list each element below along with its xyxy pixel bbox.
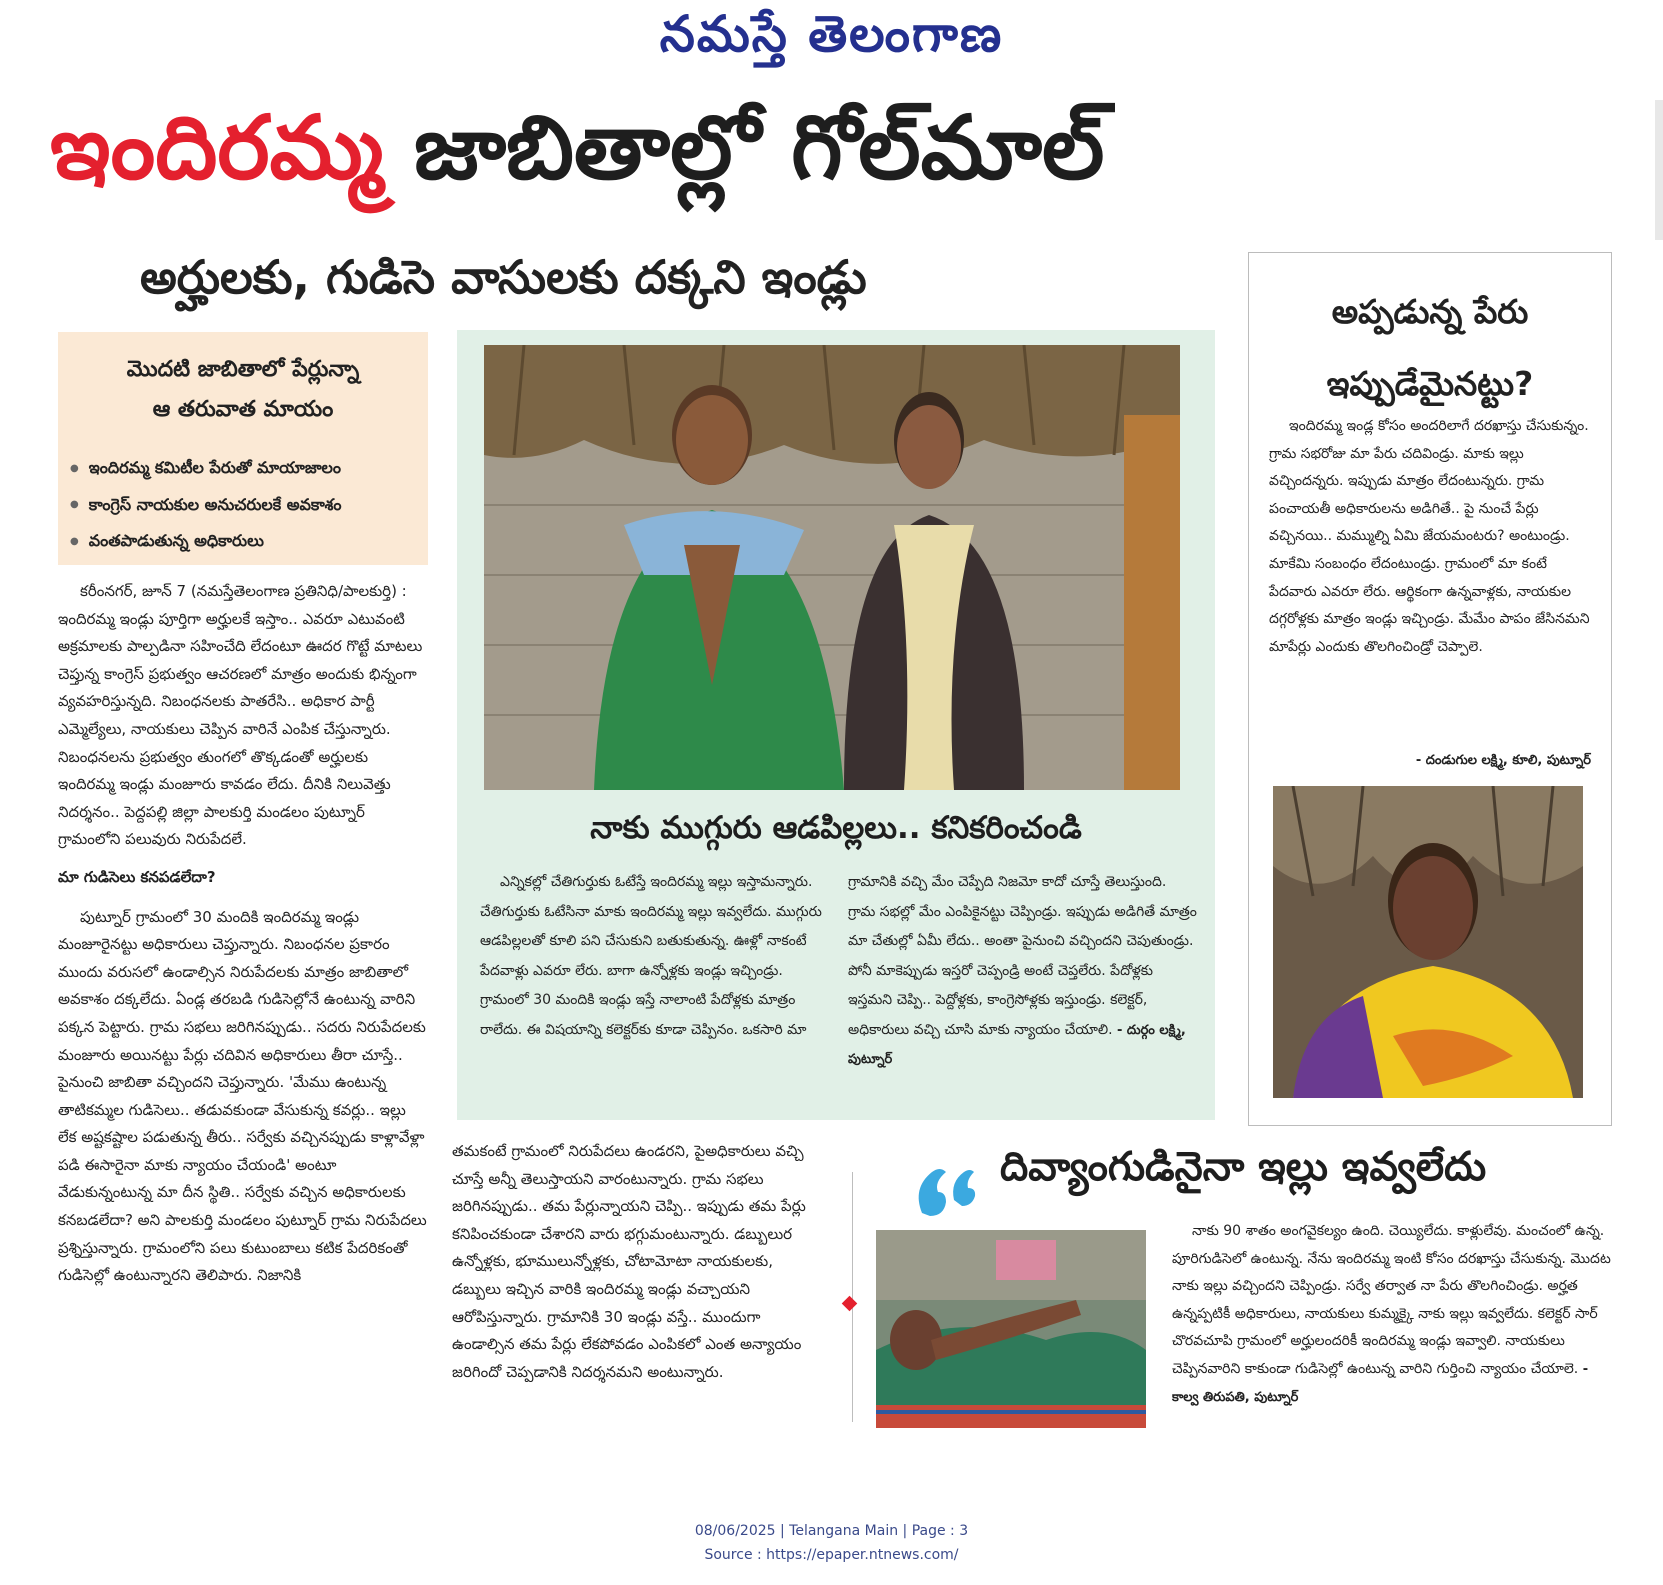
sidebar-byline: - దండుగుల లక్ష్మి, కూలి, పుట్నూర్ (1415, 753, 1591, 768)
subheadline: అర్హులకు, గుడిసె వాసులకు దక్కని ఇండ్లు (140, 250, 867, 304)
photo-woman (1273, 786, 1583, 1098)
highlights-list (70, 450, 342, 560)
center-story-right-column (848, 868, 1198, 1075)
headline-part1: ఇందిరమ్మ (50, 96, 384, 199)
diamond-marker (842, 1296, 858, 1312)
main-story-subheading: మా గుడిసెలు కనపడలేదా? (58, 867, 216, 886)
disabled-story-body: నాకు 90 శాతం అంగవైకల్యం ఉంది. చెయ్యిలేదు. కాళ్లులేవు. మంచంలో ఉన్న. పూరిగుడిసెలో ఉంటున్న. నేను ఇందిరమ్మ ఇంటి కోసం దరఖాస్తు చేసుకున్న. మొదట నాకు ఇల్లు వచ్చిందని చెప్పిండ్రు. సర్వే తర్వాత నా పేరు తొలగించిండ్రు. అర్హత ఉన్నప్పటికీ అధికారులు, నాయకులు కుమ్మక్కై నాకు ఇల్లు ఇవ్వలేదు. కలెక్టర్ సార్ చొరవచూపి గ్రామంలో అర్హులందరికీ ఇందిరమ్మ ఇండ్లు ఇవ్వాలి. నాయకులు చెప్పినవారిని కాకుండా గుడిసెల్లో ఉంటున్న వారిని గుర్తించి న్యాయం చేయాలె. (1172, 1223, 1611, 1377)
highlight-item: ● కాంగ్రెస్ నాయకుల అనుచరులకే అవకాశం (70, 487, 342, 524)
highlights-box (58, 332, 428, 565)
column-divider (852, 1172, 853, 1422)
page-footer (0, 1519, 1663, 1567)
center-story-paragraph (848, 868, 1198, 1075)
footer-source-line: Source : https://epaper.ntnews.com/ (704, 1547, 959, 1563)
center-story-byline: - దుర్గం లక్ష్మి, పుట్నూర్ (848, 1022, 1186, 1067)
highlights-title (58, 350, 428, 430)
photo-two-women-image (484, 345, 1180, 790)
main-story-column-1 (58, 578, 428, 1290)
highlights-title-line2: ఆ తరువాత మాయం (152, 397, 334, 422)
highlight-item: ● ఇందిరమ్మ కమిటీల పేరుతో మాయాజాలం (70, 450, 342, 487)
main-story-paragraph: పుట్నూర్ గ్రామంలో 30 మందికి ఇందిరమ్మ ఇండ్లు మంజూరైనట్టు అధికారులు చెప్తున్నారు. నిబంధనల ప్రకారం ముందు వరుసలో ఉండాల్సిన నిరుపేదలకు మాత్రం జాబితాలో అవకాశం దక్కలేదు. ఏండ్ల తరబడి గుడిసెల్లోనే ఉంటున్న వారిని పక్కన పెట్టారు. గ్రామ సభలు జరిగినప్పుడు.. సదరు నిరుపేదలకు మంజూరు అయినట్టు పేర్లు చదివిన అధికారులు తీరా చూస్తే.. పైనుంచి జాబితా వచ్చిందని చెప్తున్నారు. 'మేము ఉంటున్న తాటికమ్మల గుడిసెలు.. తడువకుండా వేసుకున్న కవర్లు.. ఇల్లు లేక అష్టకష్టాల పడుతున్న తీరు.. సర్వేకు వచ్చినప్పుడు కాళ్లావేళ్లా పడి ఈసారైనా మాకు న్యాయం చేయండి' అంటూ వేడుకున్నంటున్న మా దీన స్థితి.. సర్వేకు వచ్చిన అధికారులకు కనబడలేదా? అని పాలకుర్తి మండలం పుట్నూర్ గ్రామ నిరుపేదలు ప్రశ్నిస్తున్నారు. గ్రామంలోని పలు కుటుంబాలు కటిక పేదరికంతో గుడిసెల్లో ఉంటున్నారని తెలిపారు. నిజానికి (58, 907, 427, 1285)
sidebar-title (1249, 276, 1611, 420)
disabled-story-text (1172, 1218, 1618, 1411)
photo-woman-image (1273, 786, 1583, 1098)
quote-icon-glyph (912, 1158, 982, 1218)
footer-date-line: 08/06/2025 | Telangana Main | Page : 3 (694, 1523, 969, 1539)
quote-icon (912, 1158, 982, 1218)
masthead-logo: నమస్తే తెలంగాణ (659, 4, 1004, 63)
center-story-paragraph: ఎన్నికల్లో చేతిగుర్తుకు ఓటేస్తే ఇందిరమ్మ ఇల్లు ఇస్తామన్నారు. చేతిగుర్తుకు ఓటేసినా మాకు ఇందిరమ్మ ఇల్లు ఇవ్వలేదు. ముగ్గురు ఆడపిల్లలతో కూలి పని చేసుకుని బతుకుతున్న. ఊళ్లో నాకంటే పేదవాళ్లు ఎవరూ లేరు. బాగా ఉన్నోళ్లకు ఇండ్లు ఇచ్చిండ్రు. గ్రామంలో 30 మందికి ఇండ్లు ఇస్తే నాలాంటి పేదోళ్లకు మాత్రం రాలేదు. ఈ విషయాన్ని కలెక్టర్‌కు కూడా చెప్పినం. ఒకసారి మా (480, 874, 822, 1038)
highlight-item: ● వంతపాడుతున్న అధికారులు (70, 523, 342, 560)
highlights-title-line1: మొదటి జాబితాలో పేర్లున్నా (126, 357, 360, 382)
main-story-column-2 (452, 1138, 822, 1386)
center-story-left-column (480, 868, 830, 1045)
sidebar-title-line1: అప్పడున్న పేరు (1331, 292, 1529, 331)
headline (50, 96, 1610, 199)
disabled-story-paragraph (1172, 1218, 1618, 1411)
sidebar-title-line2: ఇప్పుడేమైనట్టు? (1326, 364, 1534, 403)
sidebar-box (1248, 252, 1612, 1126)
main-story-paragraph: కరీంనగర్, జూన్ 7 (నమస్తేతెలంగాణ ప్రతినిధి/పాలకుర్తి) : ఇందిరమ్మ ఇండ్లు పూర్తిగా అర్హులకే ఇస్తాం.. ఎవరూ ఎటువంటి అక్రమాలకు పాల్పడినా సహించేది లేదంటూ ఊదర గొట్టే మాటలు చెప్తున్న కాంగ్రెస్ ప్రభుత్వం ఆచరణలో మాత్రం అందుకు భిన్నంగా వ్యవహరిస్తున్నది. నిబంధనలకు పాతరేసి.. అధికార పార్టీ ఎమ్మెల్యేలు, నాయకులు చెప్పిన వారినే ఎంపిక చేస్తున్నారు. నిబంధనలను ప్రభుత్వం తుంగలో తొక్కడంతో అర్హులకు ఇందిరమ్మ ఇండ్లు మంజూరు కావడం లేదు. దీనికి నిలువెత్తు నిదర్శనం.. పెద్దపల్లి జిల్లా పాలకుర్తి మండలం పుట్నూర్ గ్రామంలోని పలువురు నిరుపేదలే. (58, 582, 423, 849)
page-edge-strip (1655, 100, 1663, 240)
disabled-story-headline: దివ్యాంగుడినైనా ఇల్లు ఇవ్వలేదు (1000, 1144, 1487, 1190)
sidebar-text (1269, 413, 1591, 661)
main-story-paragraph: తమకంటే గ్రామంలో నిరుపేదలు ఉండరని, పైఅధికారులు వచ్చి చూస్తే అన్నీ తెలుస్తాయని వారంటున్నారు. గ్రామ సభలు జరిగినప్పుడు.. తమ పేర్లున్నాయని చెప్పి.. ఇప్పుడు తమ పేర్లు కనిపించకుండా చేశారని వారు భగ్గుమంటున్నారు. డబ్బులుర ఉన్నోళ్లకు, భూములున్నోళ్లకు, చోటామోటా నాయకులకు, డబ్బులు ఇచ్చిన వారికి ఇందిరమ్మ ఇండ్లు వచ్చాయని ఆరోపిస్తున్నారు. గ్రామానికి 30 ఇండ్లు వస్తే.. ముందుగా ఉండాల్సిన తమ పేర్లు లేకపోవడం ఎంపికలో ఎంత అన్యాయం జరిగిందో చెప్పడానికి నిదర్శనమని అంటున్నారు. (452, 1142, 806, 1381)
center-story-text: గ్రామానికి వచ్చి మేం చెప్పేది నిజమో కాదో చూస్తే తెలుస్తుంది. గ్రామ సభల్లో మేం ఎంపికైనట్టు చెప్పిండ్రు. ఇప్పుడు అడిగితే మాత్రం మా చేతుల్లో ఏమీ లేదు.. అంతా పైనుంచి వచ్చిందని చెపుతుండ్రు. పోనీ మాకెప్పుడు ఇస్తరో చెప్పండ్రి అంటే చెప్తలేరు. పేదోళ్లకు ఇస్తమని చెప్పి.. పెద్దోళ్లకు, కాంగ్రెసోళ్లకు ఇస్తుండ్రు. కలెక్టర్, అధికారులు వచ్చి చూసి మాకు న్యాయం చేయాలి. (848, 874, 1197, 1038)
photo-disabled-man-image (876, 1230, 1146, 1428)
center-story-caption: నాకు ముగ్గురు ఆడపిల్లలు.. కనికరించండి (590, 810, 1082, 846)
disabled-story-byline: - కాల్వ తిరుపతి, పుట్నూర్ (1172, 1361, 1589, 1405)
sidebar-paragraph: ఇందిరమ్మ ఇండ్ల కోసం అందరిలాగే దరఖాస్తు చేసుకున్నం. గ్రామ సభరోజు మా పేరు చదివిండ్రు. మాకు ఇల్లు వచ్చిందన్నరు. ఇప్పుడు మాత్రం లేదంటున్నరు. గ్రామ పంచాయతీ అధికారులను అడిగితే.. పై నుంచే పేర్లు వచ్చినయి.. మమ్ముల్ని ఏమి జేయమంటరు? అంటుండ్రు. మాకేమి సంబంధం లేదంటుండ్రు. గ్రామంలో మా కంటే పేదవారు ఎవరూ లేరు. ఆర్థికంగా ఉన్నవాళ్లకు, నాయకుల దగ్గరోళ్లకు మాత్రం ఇండ్లు ఇచ్చిండ్రు. మేమేం పాపం జేసినమని మాపేర్లు ఎందుకు తొలగించిండ్రో చెప్పాలె. (1269, 418, 1590, 655)
photo-two-women (484, 345, 1180, 790)
headline-part2: జాబితాల్లో గోల్‌మాల్ (383, 96, 1105, 199)
photo-disabled-man (876, 1230, 1146, 1428)
